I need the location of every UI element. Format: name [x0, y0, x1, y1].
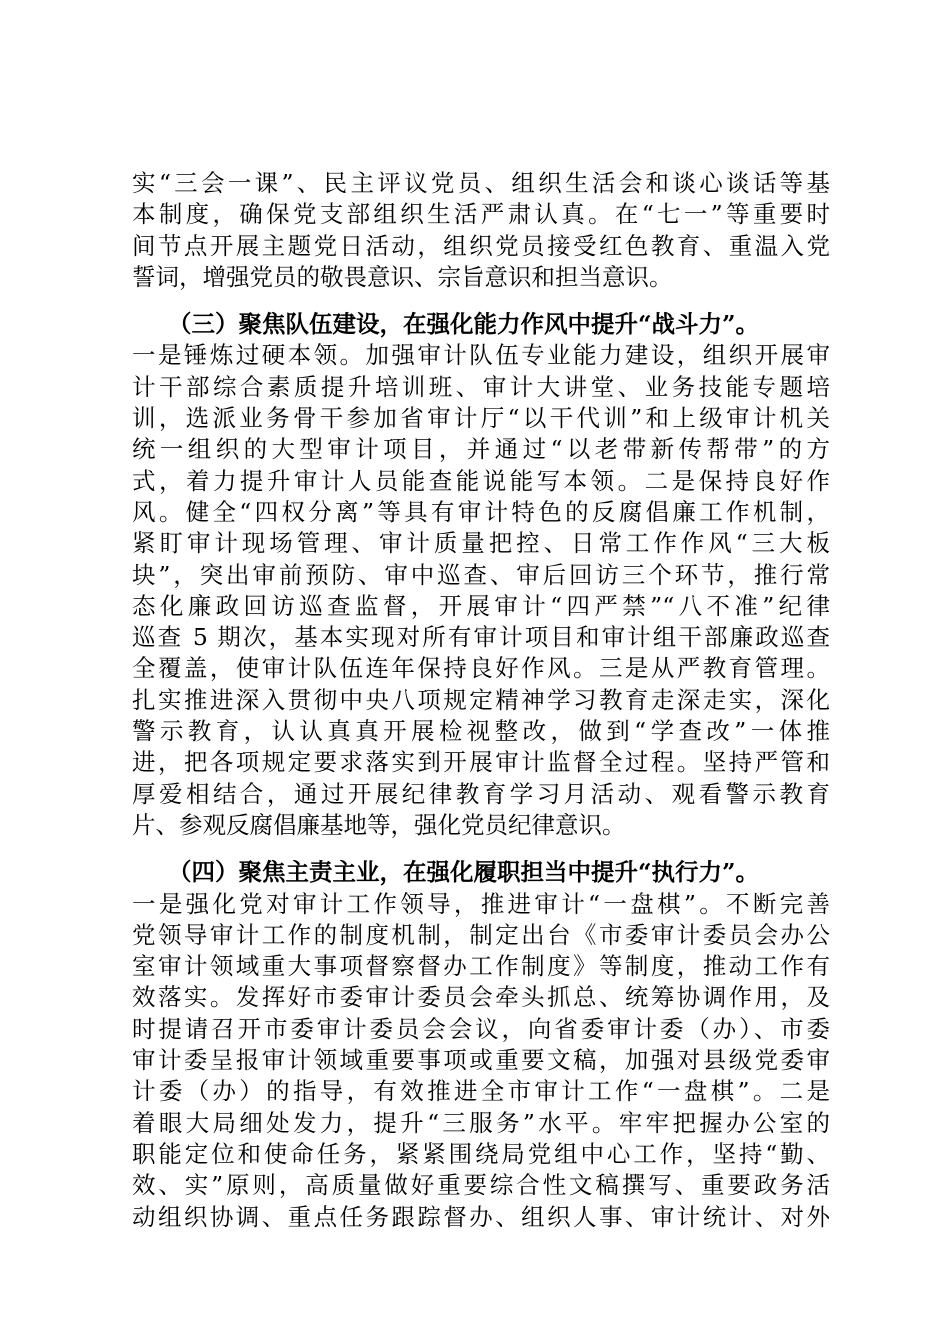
text-line: 全覆盖，使审计队伍连年保持良好作风。三是从严教育管理。 — [132, 654, 830, 683]
text-line: 效、实”原则，高质量做好重要综合性文稿撰写、重要政务活 — [132, 1171, 830, 1200]
text-line: 党领导审计工作的制度机制，制定出台《市委审计委员会办公 — [132, 920, 830, 949]
text-line: 紧盯审计现场管理、审计质量把控、日常工作作风“三大板 — [132, 529, 830, 558]
text-line: 风。健全“四权分离”等具有审计特色的反腐倡廉工作机制， — [132, 497, 830, 526]
section-four-heading: （四）聚焦主责主业，在强化履职担当中提升“执行力”。 — [168, 858, 760, 887]
text-line: 片、参观反腐倡廉基地等，强化党员纪律意识。 — [132, 810, 626, 839]
text-line: 室审计领域重大事项督察督办工作制度》等制度，推动工作有 — [132, 952, 830, 981]
text-line: 进，把各项规定要求落实到开展审计监督全过程。坚持严管和 — [132, 748, 830, 777]
text-line: 间节点开展主题党日活动，组织党员接受红色教育、重温入党 — [132, 231, 830, 260]
text-line: 职能定位和使命任务，紧紧围绕局党组中心工作，坚持“勤、 — [132, 1139, 830, 1168]
text-line: 训，选派业务骨干参加省审计厅“以干代训”和上级审计机关 — [132, 404, 830, 433]
text-line: 计委（办）的指导，有效推进全市审计工作“一盘棋”。二是 — [132, 1077, 830, 1106]
text-line: 本制度，确保党支部组织生活严肃认真。在“七一”等重要时 — [132, 200, 830, 229]
text-line: 计干部综合素质提升培训班、审计大讲堂、业务技能专题培 — [132, 372, 830, 401]
text-line: 厚爱相结合，通过开展纪律教育学习月活动、观看警示教育 — [132, 779, 830, 808]
text-line: 动组织协调、重点任务跟踪督办、组织人事、审计统计、对外 — [132, 1202, 830, 1231]
section-three-body — [132, 340, 830, 841]
text-line: 着眼大局细处发力，提升“三服务”水平。牢牢把握办公室的 — [132, 1108, 830, 1137]
text-line: 审计委呈报审计领域重要事项或重要文稿，加强对县级党委审 — [132, 1046, 830, 1075]
section-three — [132, 309, 830, 841]
section-four-body — [132, 889, 830, 1233]
text-line: 一是强化党对审计工作领导，推进审计“一盘棋”。不断完善 — [132, 889, 830, 918]
text-line: 一是锤炼过硬本领。加强审计队伍专业能力建设，组织开展审 — [132, 341, 830, 370]
text-line: 统一组织的大型审计项目，并通过“以老带新传帮带”的方 — [132, 435, 830, 464]
text-line: 块”，突出审前预防、审中巡查、审后回访三个环节，推行常 — [132, 560, 830, 589]
section-four — [132, 857, 830, 1233]
text-line: 时提请召开市委审计委员会会议，向省委审计委（办）、市委 — [132, 1014, 830, 1043]
text-line: 实“三会一课”、民主评议党员、组织生活会和谈心谈话等基 — [132, 169, 830, 197]
text-line: 巡查 5 期次，基本实现对所有审计项目和审计组干部廉政巡查 — [132, 623, 830, 652]
text-line: 誓词，增强党员的敬畏意识、宗旨意识和担当意识。 — [132, 262, 673, 291]
text-line: 扎实推进深入贯彻中央八项规定精神学习教育走深走实，深化 — [132, 685, 830, 714]
intro-paragraph — [132, 168, 830, 293]
section-three-heading: （三）聚焦队伍建设，在强化能力作风中提升“战斗力”。 — [168, 310, 760, 339]
text-line: 警示教育，认认真真开展检视整改，做到“学查改”一体推 — [132, 717, 830, 746]
document-body — [132, 168, 830, 1233]
text-line: 式，着力提升审计人员能查能说能写本领。二是保持良好作 — [132, 466, 830, 495]
text-line: 效落实。发挥好市委审计委员会牵头抓总、统筹协调作用，及 — [132, 983, 830, 1012]
text-line: 态化廉政回访巡查监督，开展审计“四严禁”“八不准”纪律 — [132, 591, 830, 620]
